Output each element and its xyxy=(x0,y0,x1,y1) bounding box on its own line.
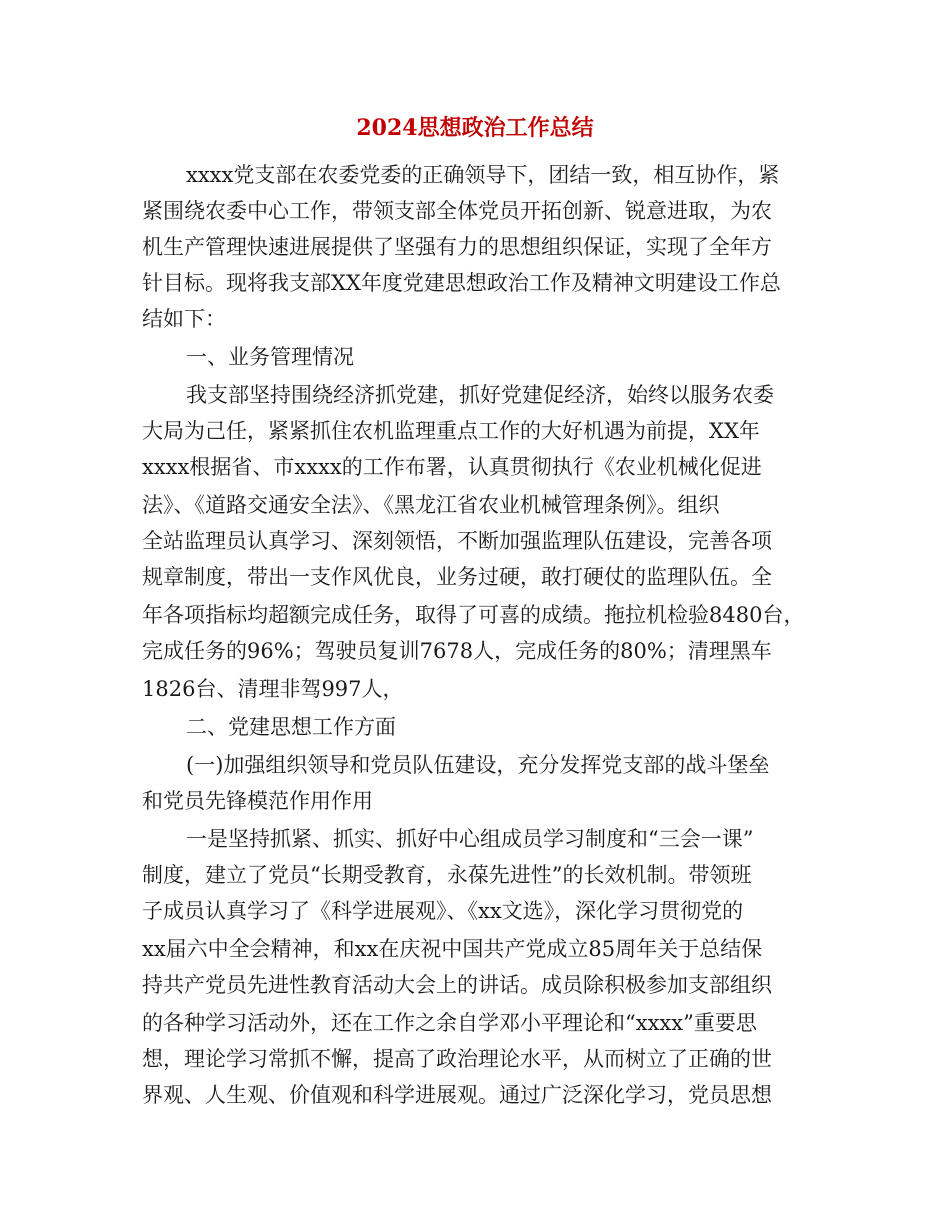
paragraph-line: 法》、《道路交通安全法》、《黑龙江省农业机械管理条例》。组织 xyxy=(142,493,720,517)
paragraph-line: 我支部坚持围绕经济抓党建，抓好党建促经济，始终以服务农委 xyxy=(186,383,774,407)
paragraph-line: 制度，建立了党员“长期受教育，永葆先进性”的长效机制。带领班 xyxy=(142,863,752,887)
paragraph-line: 界观、人生观、价值观和科学进展观。通过广泛深化学习，党员思想 xyxy=(142,1083,772,1107)
subsection-heading: 和党员先锋模范作用作用 xyxy=(142,789,373,813)
paragraph-line: 年各项指标均超额完成任务，取得了可喜的成绩。拖拉机检验8480台， xyxy=(142,603,805,627)
paragraph-line: 想，理论学习常抓不懈，提高了政治理论水平，从而树立了正确的世 xyxy=(142,1047,772,1071)
paragraph-line: 机生产管理快速进展提供了坚强有力的思想组织保证，实现了全年方 xyxy=(142,235,772,259)
paragraph-line: 子成员认真学习了《科学进展观》、《xx文选》，深化学习贯彻党的 xyxy=(142,899,744,923)
paragraph-line: 一是坚持抓紧、抓实、抓好中心组成员学习制度和“三会一课” xyxy=(186,827,754,851)
subsection-heading: (一)加强组织领导和党员队伍建设，充分发挥党支部的战斗堡垒 xyxy=(186,753,770,777)
paragraph-line: 结如下： xyxy=(142,307,226,331)
section-heading: 二、党建思想工作方面 xyxy=(186,715,396,739)
paragraph-line: 规章制度，带出一支作风优良，业务过硬，敢打硬仗的监理队伍。全 xyxy=(142,565,772,589)
paragraph-line: 紧围绕农委中心工作，带领支部全体党员开拓创新、锐意进取，为农 xyxy=(142,199,772,223)
section-heading: 一、业务管理情况 xyxy=(186,345,354,369)
paragraph-line: 1826台、清理非驾997人， xyxy=(142,677,404,701)
paragraph-line: 全站监理员认真学习、深刻领悟，不断加强监理队伍建设，完善各项 xyxy=(142,529,772,553)
document-title: 2024思想政治工作总结 xyxy=(356,115,594,141)
paragraph-line: 持共产党员先进性教育活动大会上的讲话。成员除积极参加支部组织 xyxy=(142,973,772,997)
paragraph-line: xxxx党支部在农委党委的正确领导下，团结一致，相互协作，紧 xyxy=(186,163,780,187)
paragraph-line: 针目标。现将我支部XX年度党建思想政治工作及精神文明建设工作总 xyxy=(142,271,781,295)
paragraph-line: xx届六中全会精神，和xx在庆祝中国共产党成立85周年关于总结保 xyxy=(142,937,763,961)
paragraph-line: 的各种学习活动外，还在工作之余自学邓小平理论和“xxxx”重要思 xyxy=(142,1011,757,1035)
paragraph-line: 完成任务的96%；驾驶员复训7678人，完成任务的80%；清理黑车 xyxy=(142,639,772,663)
paragraph-line: 大局为己任，紧紧抓住农机监理重点工作的大好机遇为前提，XX年 xyxy=(142,419,760,443)
paragraph-line: xxxx根据省、市xxxx的工作布署，认真贯彻执行《农业机械化促进 xyxy=(142,455,762,479)
